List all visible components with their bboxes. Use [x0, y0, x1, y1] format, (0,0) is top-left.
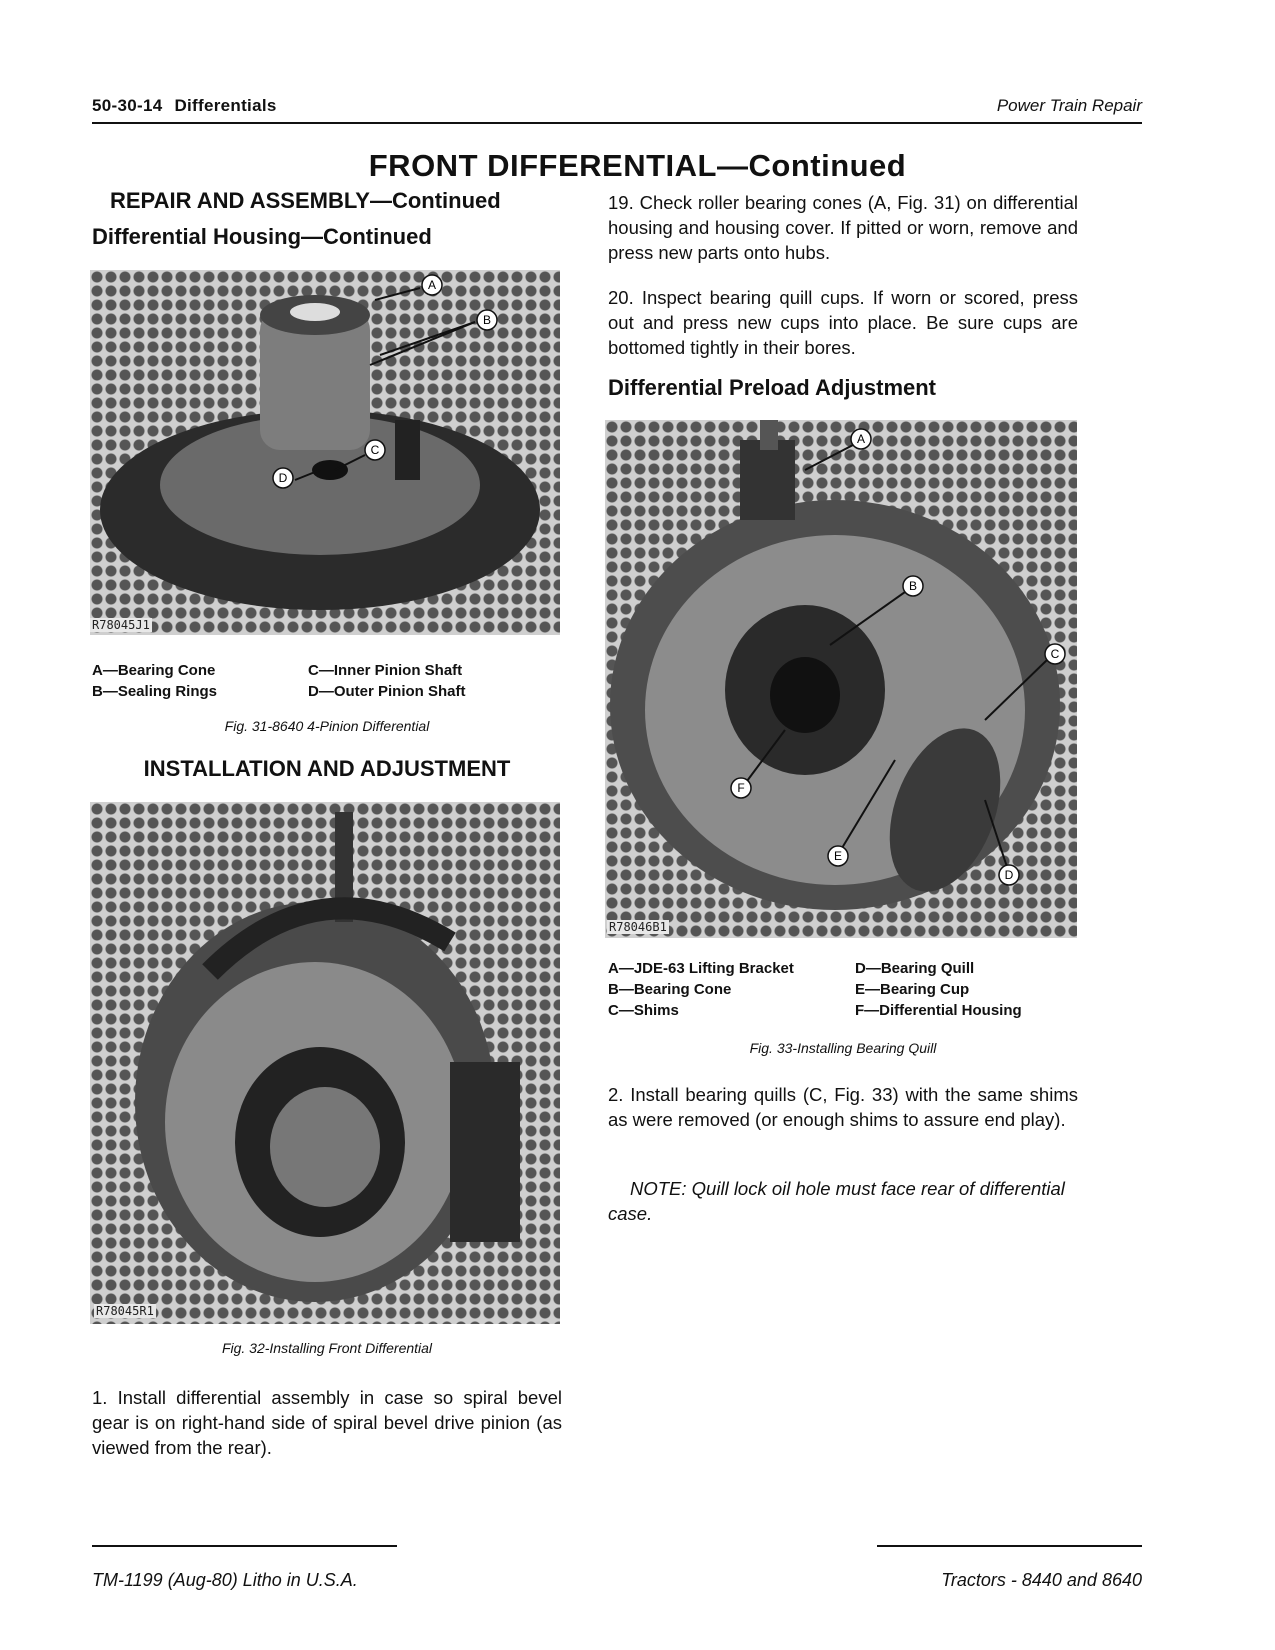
heading-installation: INSTALLATION AND ADJUSTMENT — [143, 756, 511, 781]
page-header-left — [92, 96, 277, 116]
step-20-paragraph: 20. Inspect bearing quill cups. If worn or scored, press out and press new cups into place. Be sure cups are bottomed tightly in their bores. — [608, 287, 1078, 358]
callout-d: D — [1004, 868, 1014, 882]
photo-id: R78046B1 — [609, 920, 667, 934]
step-2-paragraph: 2. Install bearing quills (C, Fig. 33) with the same shims as were removed (or enough shims to assure end play). — [608, 1084, 1078, 1130]
chapter-name: Power Train Repair — [996, 96, 1142, 115]
photo-id: R78045R1 — [96, 1304, 154, 1318]
fig31-legend-col1 — [92, 660, 217, 702]
callout-c: C — [1050, 647, 1060, 661]
footer-rule-right — [877, 1545, 1142, 1547]
callout-d: D — [278, 471, 288, 485]
legend-item: C—Shims — [608, 1002, 679, 1019]
header-rule — [92, 122, 1142, 124]
section-name: Differentials — [174, 96, 277, 115]
callout-f: F — [737, 781, 745, 795]
note-paragraph: NOTE: Quill lock oil hole must face rear of differential case. — [608, 1178, 1065, 1224]
fig33-caption: Fig. 33-Installing Bearing Quill — [749, 1040, 937, 1056]
page-title: FRONT DIFFERENTIAL—Continued — [368, 148, 907, 183]
callout-b: B — [482, 313, 492, 327]
legend-item: A—Bearing Cone — [92, 662, 216, 679]
legend-item: C—Inner Pinion Shaft — [308, 662, 463, 679]
step-19-paragraph: 19. Check roller bearing cones (A, Fig. 31) on differential housing and housing cover. If pitted or worn, remove and press new parts onto hubs. — [608, 192, 1078, 263]
footer-rule-left — [92, 1545, 397, 1547]
heading-repair-assembly: REPAIR AND ASSEMBLY—Continued — [110, 188, 501, 213]
legend-item: B—Sealing Rings — [92, 683, 218, 700]
figure-31-photo — [90, 270, 560, 635]
photo-id: R78045J1 — [92, 618, 150, 632]
fig33-legend-col2 — [855, 958, 1022, 1021]
footer-right: Tractors - 8440 and 8640 — [941, 1570, 1142, 1590]
heading-differential-housing: Differential Housing—Continued — [92, 224, 432, 249]
legend-item: D—Outer Pinion Shaft — [308, 683, 466, 700]
legend-item: A—JDE-63 Lifting Bracket — [608, 960, 794, 977]
callout-c: C — [370, 443, 380, 457]
fig31-caption: Fig. 31-8640 4-Pinion Differential — [224, 718, 430, 734]
callout-a: A — [427, 278, 437, 292]
fig33-legend-col1 — [608, 958, 794, 1021]
figure-33-photo — [605, 420, 1077, 938]
footer-left: TM-1199 (Aug-80) Litho in U.S.A. — [92, 1570, 358, 1590]
legend-item: D—Bearing Quill — [855, 960, 975, 977]
callout-e: E — [833, 849, 843, 863]
legend-item: F—Differential Housing — [855, 1002, 1022, 1019]
step-1-paragraph: 1. Install differential assembly in case so spiral bevel gear is on right-hand side of spiral bevel drive pinion (as viewed from the rear). — [92, 1387, 562, 1458]
legend-item: B—Bearing Cone — [608, 981, 732, 998]
legend-item: E—Bearing Cup — [855, 981, 970, 998]
heading-preload-adjustment: Differential Preload Adjustment — [608, 375, 937, 400]
page-number: 50-30-14 — [92, 96, 163, 115]
fig31-legend-col2 — [308, 660, 466, 702]
callout-b: B — [908, 579, 918, 593]
fig32-caption: Fig. 32-Installing Front Differential — [221, 1340, 433, 1356]
figure-32-photo — [90, 802, 560, 1324]
callout-a: A — [856, 432, 866, 446]
